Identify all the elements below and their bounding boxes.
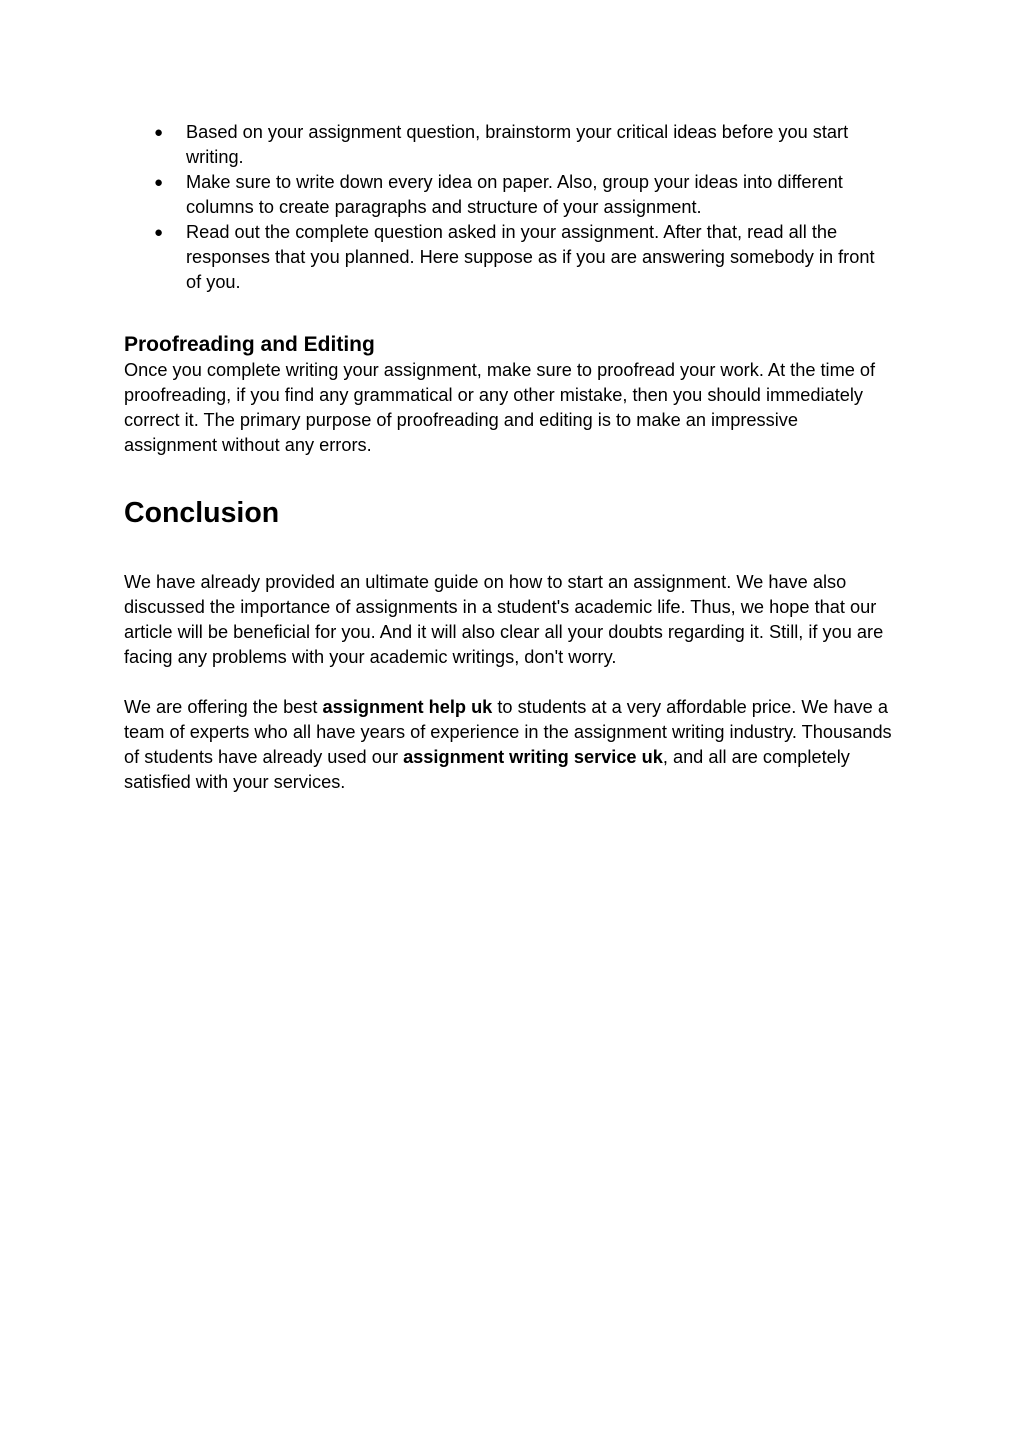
conclusion-heading: Conclusion <box>124 497 280 529</box>
bullet-icon: ● <box>154 174 164 191</box>
keyword-assignment-writing-service-uk: assignment writing service uk <box>403 747 663 767</box>
list-item-text: Based on your assignment question, brainstorm your critical ideas before you start writing. <box>186 122 849 167</box>
list-item <box>124 220 894 295</box>
keyword-assignment-help-uk: assignment help uk <box>322 697 493 717</box>
conclusion-paragraph-1: We have already provided an ultimate guide on how to start an assignment. We have also discussed the importance of assignments in a student's academic life. Thus, we hope that our article will be beneficial for you. And it will also clear all your doubts regarding it. Still, if you are facing any problems with your academic writings, don't worry. <box>124 572 884 667</box>
paragraph-text: , and all are completely satisfied with your services. <box>124 747 850 792</box>
paragraph-text: to students at a very affordable price. We have a team of experts who all have years of experience in the assignment writing industry. Thousands of students have already used our <box>124 697 892 767</box>
list-item-text: Make sure to write down every idea on paper. Also, group your ideas into different columns to create paragraphs and structure of your assignment. <box>186 172 843 217</box>
proofreading-paragraph: Once you complete writing your assignment, make sure to proofread your work. At the time of proofreading, if you find any grammatical or any other mistake, then you should immediately correct it. The primary purpose of proofreading and editing is to make an impressive assignment without any errors. <box>124 360 876 455</box>
page-content <box>124 120 894 795</box>
list-item-text: Read out the complete question asked in your assignment. After that, read all the responses that you planned. Here suppose as if you are answering somebody in front of you. <box>186 222 875 292</box>
bullet-icon: ● <box>154 224 164 241</box>
tips-bullet-list <box>124 120 894 295</box>
conclusion-paragraph-2 <box>124 695 894 795</box>
list-item <box>124 120 894 170</box>
list-item <box>124 170 894 220</box>
bullet-icon: ● <box>154 124 164 141</box>
proofreading-heading: Proofreading and Editing <box>124 333 375 356</box>
paragraph-text: We are offering the best <box>124 697 323 717</box>
